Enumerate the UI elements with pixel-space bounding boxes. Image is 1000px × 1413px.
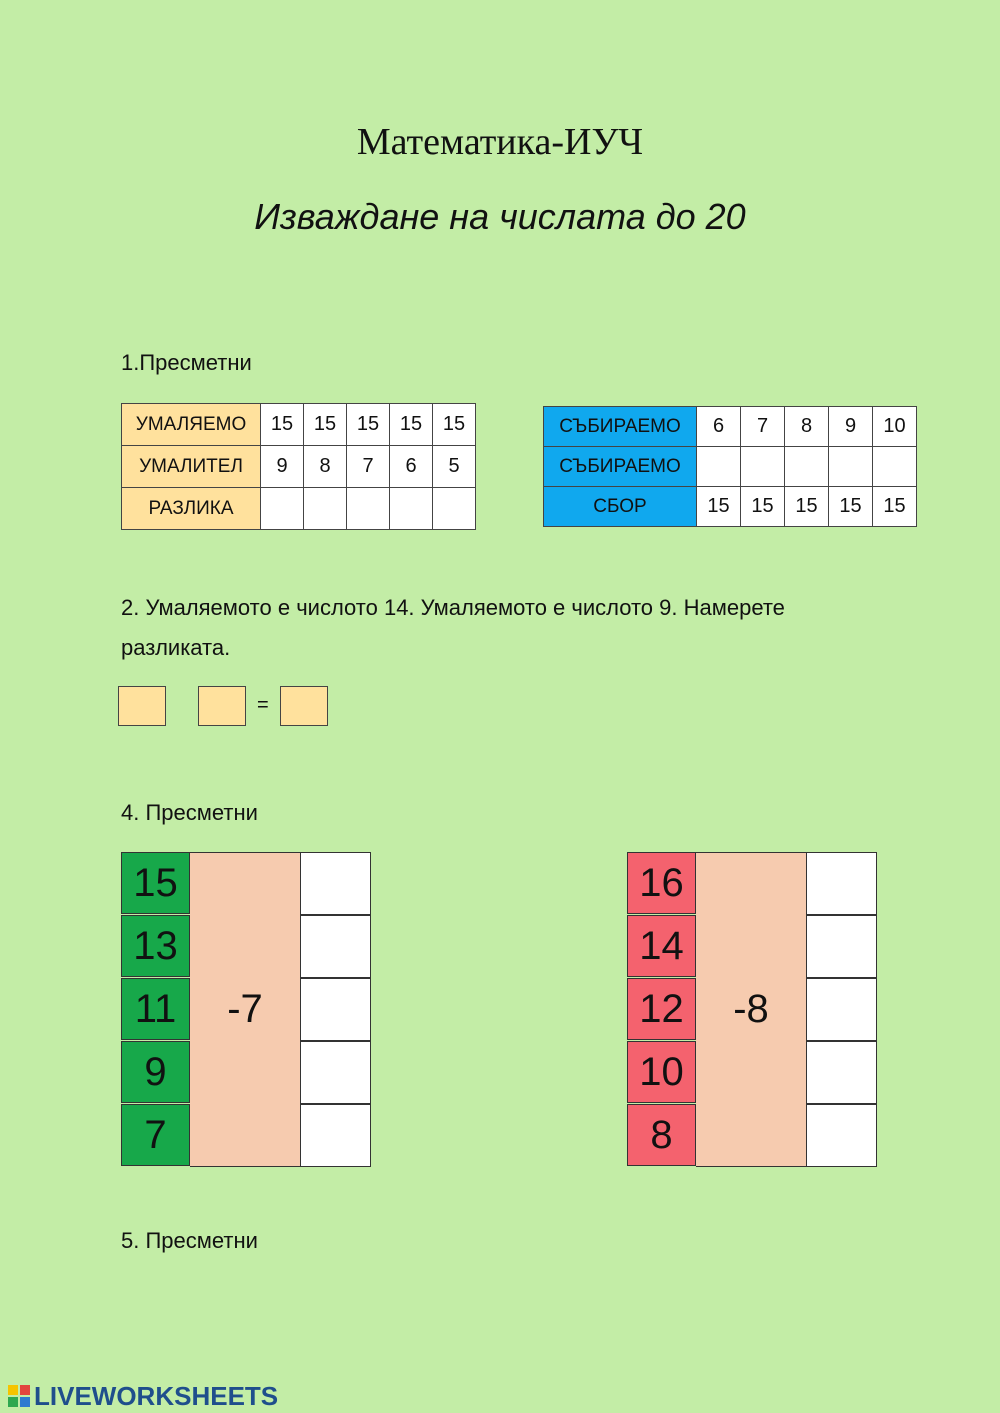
answer-cell[interactable]: [300, 915, 371, 978]
answer-cell[interactable]: [300, 852, 371, 915]
table-cell: 15: [261, 404, 304, 446]
answer-cell[interactable]: [697, 447, 741, 487]
table-cell: 5: [433, 446, 476, 488]
number-cell: 13: [121, 915, 190, 977]
table-cell: 6: [390, 446, 433, 488]
number-cell: 15: [121, 852, 190, 914]
answer-box-difference[interactable]: [280, 686, 328, 726]
answer-cell[interactable]: [806, 1041, 877, 1104]
table-cell: 6: [697, 407, 741, 447]
number-cell: 7: [121, 1104, 190, 1166]
table-row: [122, 488, 476, 530]
number-cell: 14: [627, 915, 696, 977]
sum-label: СБОР: [544, 487, 697, 527]
table-cell: 15: [390, 404, 433, 446]
number-cell: 16: [627, 852, 696, 914]
answer-cell[interactable]: [806, 852, 877, 915]
logo-text: LIVEWORKSHEETS: [34, 1381, 279, 1411]
answer-cell[interactable]: [741, 447, 785, 487]
table-cell: 15: [433, 404, 476, 446]
table-cell: 7: [741, 407, 785, 447]
answer-cell[interactable]: [390, 488, 433, 530]
task4-heading: 4. Пресметни: [121, 800, 258, 825]
answer-cell[interactable]: [300, 1104, 371, 1167]
answer-cell[interactable]: [806, 978, 877, 1041]
table-row: [544, 407, 917, 447]
page-title: Математика-ИУЧ: [356, 121, 644, 163]
logo-icon: [8, 1385, 32, 1409]
table-cell: 15: [304, 404, 347, 446]
answer-cell[interactable]: [829, 447, 873, 487]
page-subtitle: Изваждане на числата до 20: [254, 196, 746, 237]
table-cell: 8: [304, 446, 347, 488]
answer-cell[interactable]: [785, 447, 829, 487]
table-row: [544, 487, 917, 527]
operation-label: -8: [696, 852, 806, 1167]
number-cell: 8: [627, 1104, 696, 1166]
answer-cell[interactable]: [433, 488, 476, 530]
equals-sign: =: [257, 694, 269, 716]
answer-cell[interactable]: [806, 1104, 877, 1167]
addend-label: СЪБИРАЕМО: [544, 447, 697, 487]
table-cell: 9: [261, 446, 304, 488]
number-cell: 11: [121, 978, 190, 1040]
table-cell: 7: [347, 446, 390, 488]
subtraction-table: [121, 403, 476, 530]
table-cell: 15: [741, 487, 785, 527]
answer-cell[interactable]: [347, 488, 390, 530]
task5-heading: 5. Пресметни: [121, 1228, 258, 1253]
answer-cell[interactable]: [300, 1041, 371, 1104]
table-cell: 9: [829, 407, 873, 447]
answer-cell[interactable]: [873, 447, 917, 487]
table-cell: 15: [697, 487, 741, 527]
liveworksheets-logo: [8, 1381, 278, 1412]
table-cell: 15: [873, 487, 917, 527]
table-row: [122, 446, 476, 488]
table-row: [544, 447, 917, 487]
difference-label: РАЗЛИКА: [122, 488, 261, 530]
answer-cell[interactable]: [261, 488, 304, 530]
answer-cell[interactable]: [806, 915, 877, 978]
table-cell: 15: [829, 487, 873, 527]
task2-text: 2. Умаляемото е числото 14. Умаляемото е числото 9. Намерете разликата.: [121, 595, 785, 660]
minuend-label: УМАЛЯЕМО: [122, 404, 261, 446]
table-cell: 8: [785, 407, 829, 447]
table-row: [122, 404, 476, 446]
table-cell: 15: [785, 487, 829, 527]
answer-box-minuend[interactable]: [118, 686, 166, 726]
subtrahend-label: УМАЛИТЕЛ: [122, 446, 261, 488]
answer-cell[interactable]: [304, 488, 347, 530]
number-cell: 9: [121, 1041, 190, 1103]
table-cell: 15: [347, 404, 390, 446]
table-cell: 10: [873, 407, 917, 447]
number-cell: 12: [627, 978, 696, 1040]
task1-heading: 1.Пресметни: [121, 350, 252, 375]
addend-label: СЪБИРАЕМО: [544, 407, 697, 447]
operation-label: -7: [190, 852, 300, 1167]
answer-box-subtrahend[interactable]: [198, 686, 246, 726]
answer-cell[interactable]: [300, 978, 371, 1041]
number-cell: 10: [627, 1041, 696, 1103]
addition-table: [543, 406, 917, 527]
